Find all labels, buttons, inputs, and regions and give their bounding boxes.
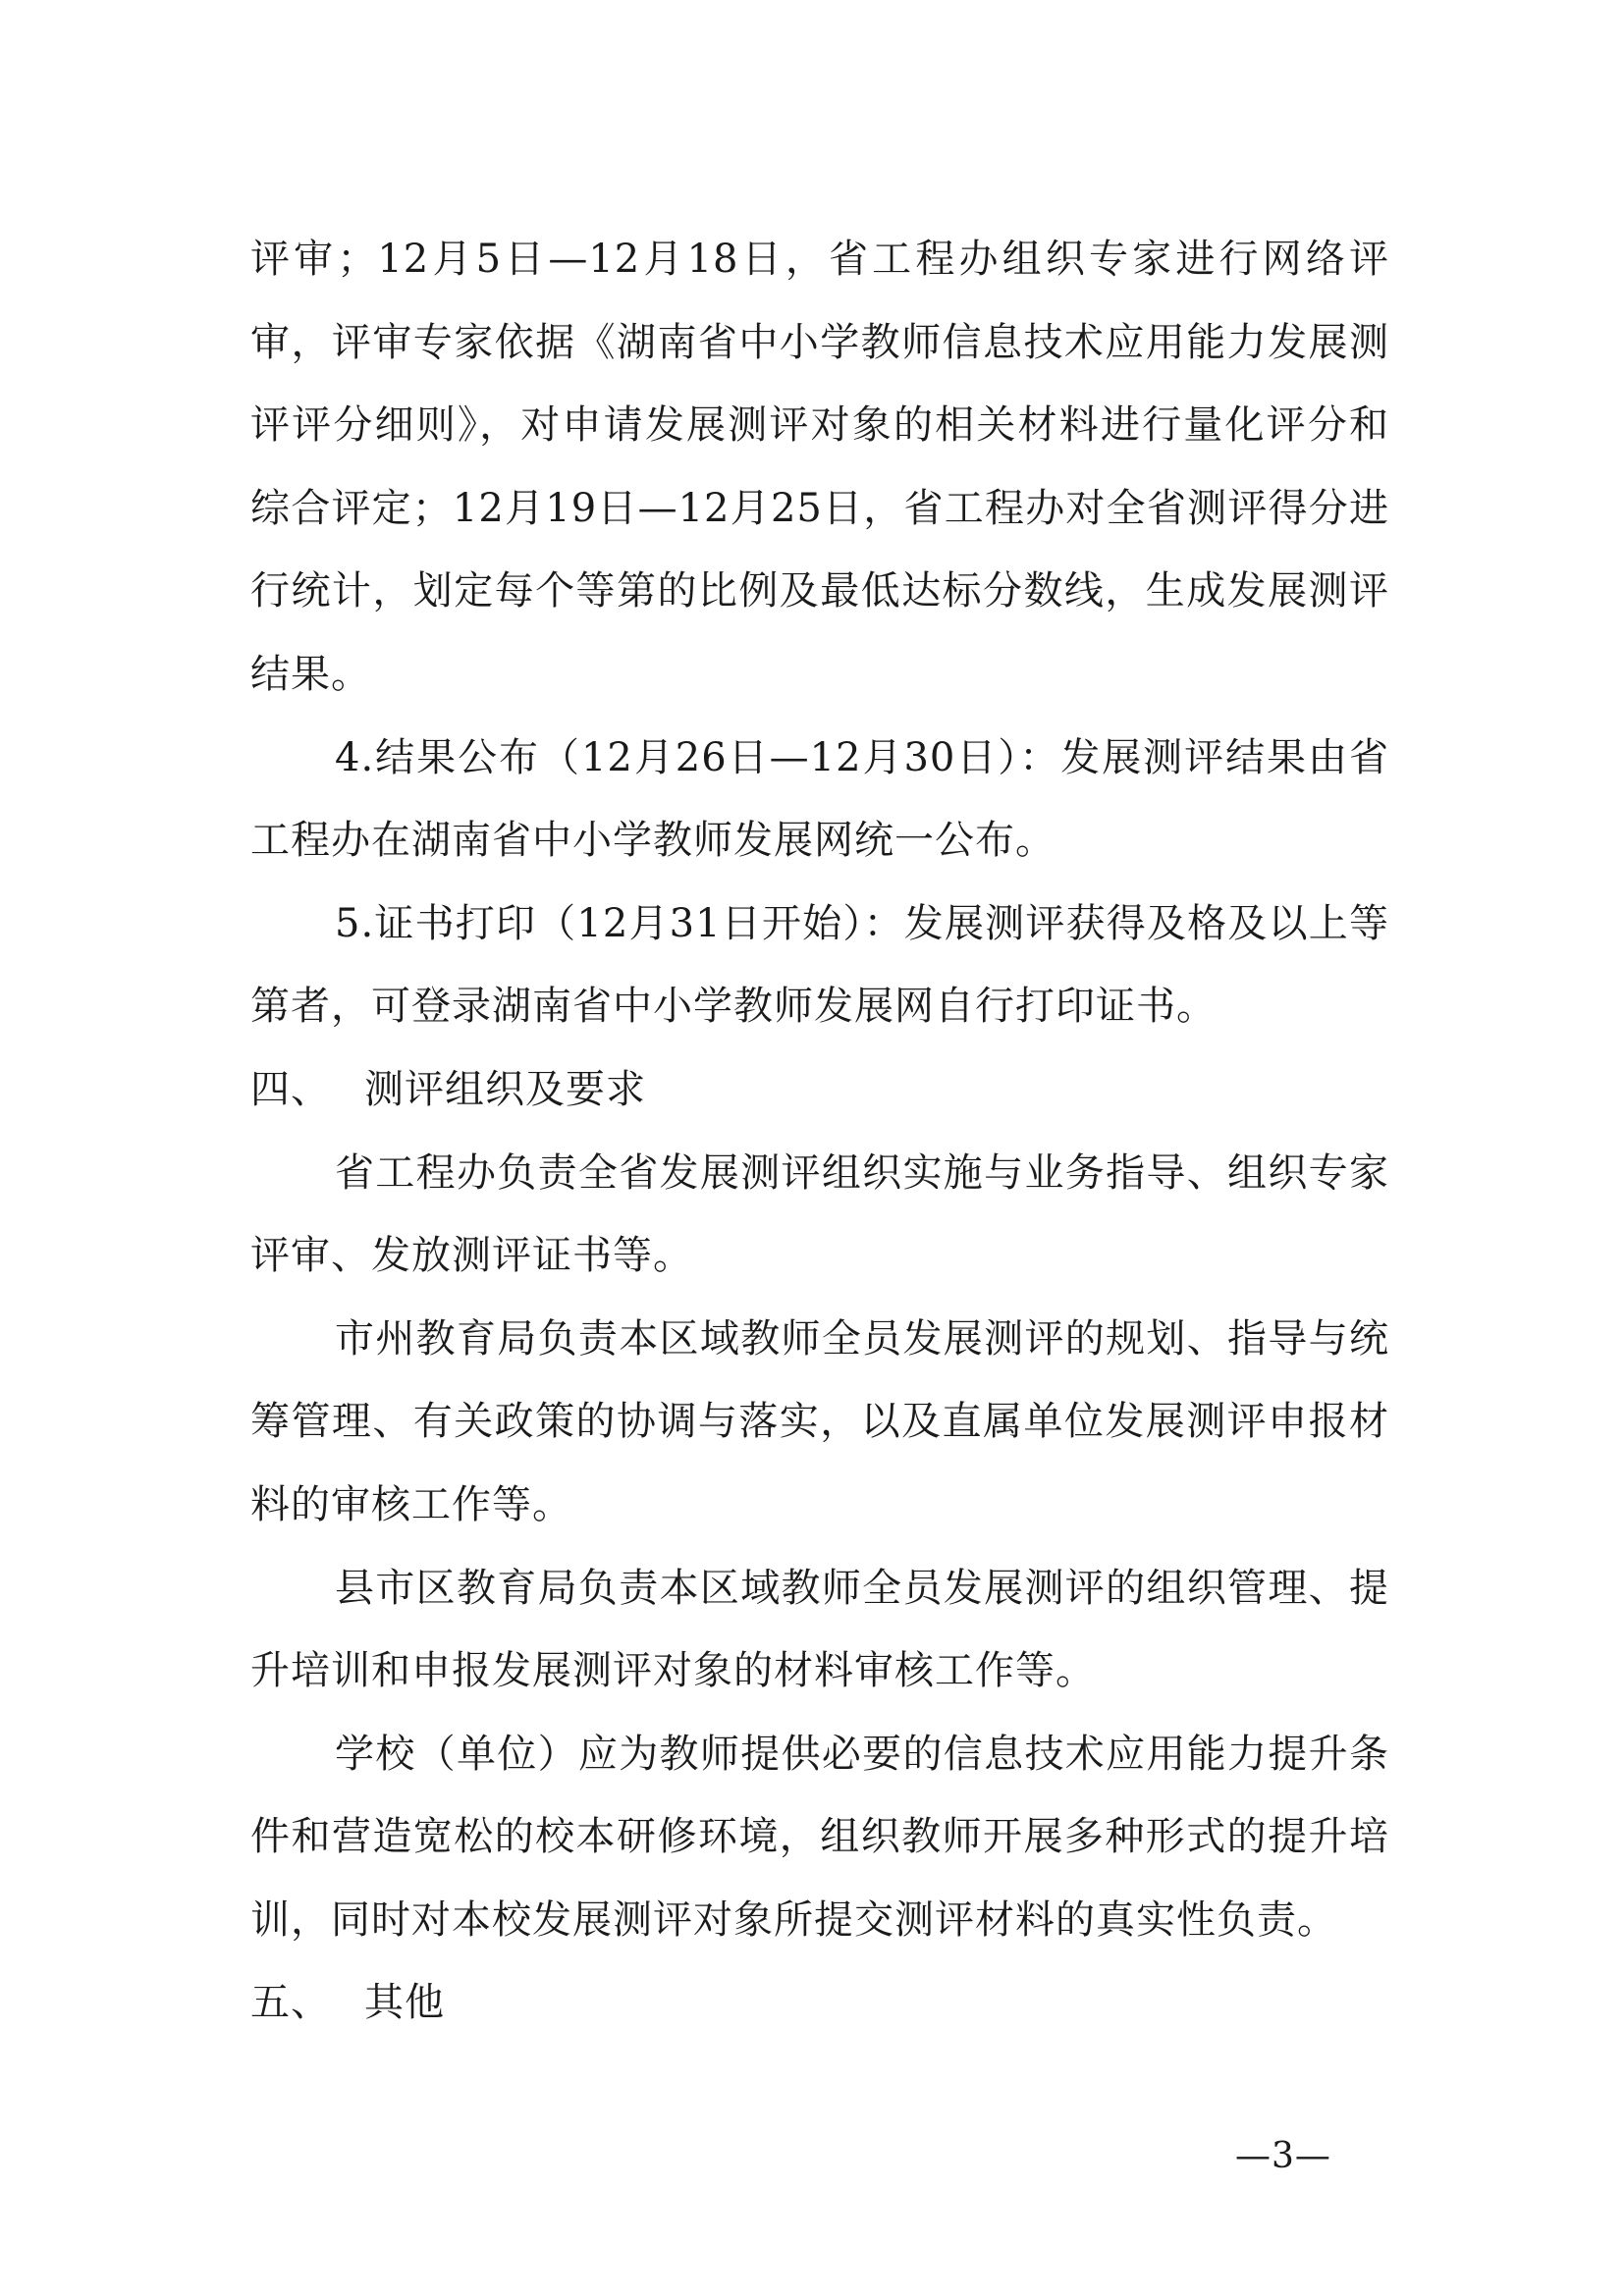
section-number: 四、 (250, 1066, 331, 1112)
paragraph-school-unit: 学校（单位）应为教师提供必要的信息技术应用能力提升条件和营造宽松的校本研修环境，组织教师开展多种形式的提升培训，同时对本校发展测评对象所提交测评材料的真实性负责。 (250, 1731, 1389, 1943)
document-body (250, 218, 1389, 2045)
paragraph-provincial-office: 省工程办负责全省发展测评组织实施与业务指导、组织专家评审、发放测评证书等。 (250, 1149, 1389, 1279)
page-number: —3— (1235, 2136, 1331, 2176)
paragraph-evaluation-review: 评审；12月5日—12月18日，省工程办组织专家进行网络评审，评审专家依据《湖南省中小学教师信息技术应用能力发展测评评分细则》，对申请发展测评对象的相关材料进行量化评分和综合评定；12月19日—12月25日，省工程办对全省测评得分进行统计，划定每个等第的比例及最低达标分数线，生成发展测评结果。 (250, 237, 1389, 697)
section-title: 测评组织及要求 (364, 1066, 646, 1112)
section-title: 其他 (364, 1980, 445, 2026)
section-heading-5 (250, 1961, 1389, 2045)
section-number: 五、 (250, 1980, 331, 2026)
section-heading-4 (250, 1048, 1389, 1132)
paragraph-results-announcement: 4.结果公布（12月26日—12月30日）：发展测评结果由省工程办在湖南省中小学教师发展网统一公布。 (250, 734, 1389, 864)
paragraph-certificate-printing: 5.证书打印（12月31日开始）：发展测评获得及格及以上等第者，可登录湖南省中小学教师发展网自行打印证书。 (250, 900, 1389, 1030)
paragraph-county-bureau: 县市区教育局负责本区域教师全员发展测评的组织管理、提升培训和申报发展测评对象的材料审核工作等。 (250, 1565, 1389, 1694)
paragraph-city-bureau: 市州教育局负责本区域教师全员发展测评的规划、指导与统筹管理、有关政策的协调与落实，以及直属单位发展测评申报材料的审核工作等。 (250, 1315, 1389, 1527)
